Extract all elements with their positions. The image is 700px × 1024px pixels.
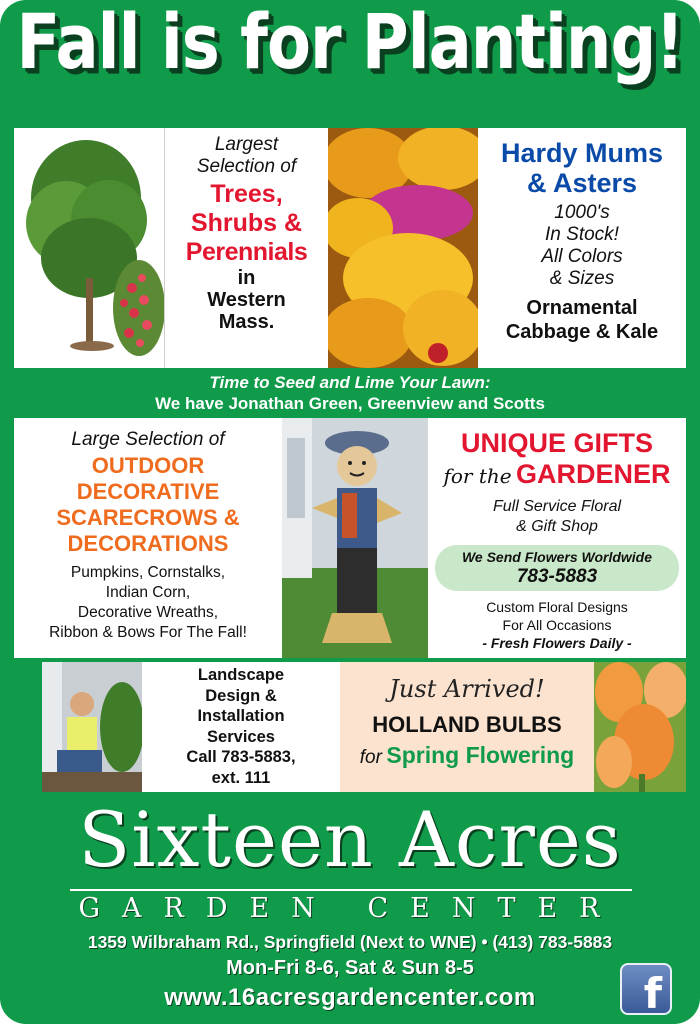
- bulbs-title: HOLLAND BULBS: [372, 712, 562, 737]
- scarecrow-highlight-3: SCARECROWS &: [56, 505, 240, 530]
- gifts-for-the: for the: [443, 464, 512, 488]
- landscaper-photo: [42, 662, 142, 792]
- bulbs-spring-flowering: Spring Flowering: [386, 742, 575, 768]
- mums-photo: [328, 128, 478, 368]
- mums-asters-panel: [478, 128, 686, 368]
- trees-highlight-3: Perennials: [185, 238, 308, 266]
- scarecrow-panel: [14, 418, 282, 658]
- scarecrow-highlight-4: DECORATIONS: [67, 531, 229, 556]
- facebook-icon[interactable]: f: [620, 963, 672, 1015]
- trees-shrubs-panel: [164, 128, 328, 368]
- bulbs-for: for: [359, 747, 382, 768]
- mums-title-1: Hardy Mums: [500, 138, 664, 168]
- trees-tail-3: Mass.: [218, 311, 275, 333]
- mums-extra-2: Cabbage & Kale: [505, 321, 659, 343]
- mums-stock-4: & Sizes: [549, 268, 615, 289]
- landscape-line-3: Installation: [197, 707, 285, 725]
- bulbs-just-arrived: Just Arrived!: [389, 675, 545, 703]
- landscape-line-2: Design &: [205, 686, 277, 705]
- logo-rule: [70, 889, 632, 891]
- tree-photo: [14, 128, 164, 368]
- scarecrow-item-3: Decorative Wreaths,: [77, 604, 219, 621]
- trees-tail-1: in: [237, 267, 256, 289]
- gifts-title-1: UNIQUE GIFTS: [460, 428, 653, 458]
- headline: Fall is for Planting!: [16, 0, 684, 87]
- trees-highlight-1: Trees,: [210, 180, 283, 208]
- scarecrow-highlight-1: OUTDOOR: [91, 453, 205, 478]
- scarecrow-intro: Large Selection of: [71, 429, 225, 450]
- scarecrow-item-1: Pumpkins, Cornstalks,: [70, 564, 226, 581]
- gifts-title-row: [428, 458, 686, 495]
- tulip-illustration: [594, 662, 686, 792]
- lawn-line-2: We have Jonathan Green, Greenview and Scotts: [155, 394, 545, 413]
- trees-highlight-2: Shrubs &: [190, 209, 303, 237]
- landscaper-illustration: [42, 662, 142, 792]
- hours: Mon-Fri 8-6, Sat & Sun 8-5: [226, 957, 474, 979]
- landscape-line-4: Services: [207, 727, 275, 746]
- gifts-designs-2: For All Occasions: [502, 617, 612, 633]
- worldwide-text: We Send Flowers Worldwide: [461, 549, 653, 565]
- landscape-line-5: Call 783-5883,: [186, 748, 296, 766]
- address: 1359 Wilbraham Rd., Springfield (Next to WNE) • (413) 783-5883: [87, 932, 613, 952]
- mums-illustration: [328, 128, 478, 368]
- trees-intro-1: Largest: [214, 134, 279, 155]
- tulip-photo: [594, 662, 686, 792]
- gifts-designs-1: Custom Floral Designs: [486, 599, 628, 615]
- scarecrow-photo: [282, 418, 428, 658]
- mums-title-2: & Asters: [526, 168, 638, 198]
- tree-illustration: [14, 128, 164, 368]
- landscape-panel: [142, 662, 340, 792]
- mums-stock-3: All Colors: [541, 246, 623, 267]
- trees-tail-2: Western: [207, 289, 286, 311]
- landscape-line-6: ext. 111: [211, 768, 271, 787]
- logo-name: Sixteen Acres: [78, 795, 622, 884]
- website-link[interactable]: www.16acresgardencenter.com: [164, 984, 536, 1011]
- bulbs-flowering-row: [340, 740, 594, 774]
- gifts-designs-3: - Fresh Flowers Daily -: [482, 635, 632, 651]
- mums-stock-1: 1000's: [554, 202, 610, 223]
- scarecrow-item-2: Indian Corn,: [105, 584, 191, 601]
- scarecrow-item-4: Ribbon & Bows For The Fall!: [49, 624, 247, 641]
- worldwide-pill: [435, 545, 679, 591]
- mums-stock-2: In Stock!: [545, 224, 619, 245]
- scarecrow-illustration: [282, 418, 428, 658]
- trees-intro-2: Selection of: [196, 156, 297, 177]
- gifts-shop-2: & Gift Shop: [516, 518, 598, 535]
- worldwide-phone: 783-5883: [516, 566, 598, 587]
- lawn-line-1: Time to Seed and Lime Your Lawn:: [209, 373, 491, 392]
- gifts-title-2: GARDENER: [516, 459, 671, 489]
- lawn-banner: [0, 372, 700, 414]
- mums-extra-1: Ornamental: [526, 297, 638, 319]
- landscape-line-1: Landscape: [197, 666, 285, 684]
- bulbs-panel: [340, 662, 594, 792]
- gifts-shop-1: Full Service Floral: [492, 498, 622, 515]
- gifts-panel: [428, 418, 686, 658]
- scarecrow-highlight-2: DECORATIVE: [76, 479, 220, 504]
- logo-subtitle: GARDEN CENTER: [78, 893, 622, 924]
